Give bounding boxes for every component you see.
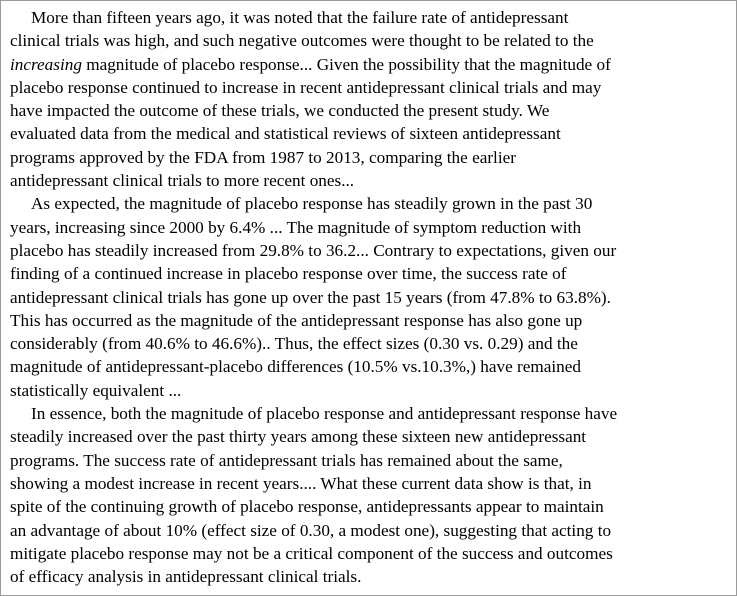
text-line: antidepressant clinical trials to more recent ones... xyxy=(10,171,355,191)
text-line: placebo has steadily increased from 29.8% to 36.2... Contrary to expectations, given our xyxy=(10,240,617,260)
text-line: considerably (from 40.6% to 46.6%).. Thus, the effect sizes (0.30 vs. 0.29) and the xyxy=(10,334,578,354)
text-line: increasing magnitude of placebo response... Given the possibility that the magnitude of xyxy=(10,54,611,74)
text-line: showing a modest increase in recent years.... What these current data show is that, in xyxy=(10,473,592,493)
text-line: of efficacy analysis in antidepressant clinical trials. xyxy=(10,567,362,587)
text-line: magnitude of antidepressant-placebo differences (10.5% vs.10.3%,) have remained xyxy=(10,357,581,377)
text-line: In essence, both the magnitude of placebo response and antidepressant response have xyxy=(31,404,618,424)
text-line: finding of a continued increase in placebo response over time, the success rate of xyxy=(10,264,567,284)
text-line: evaluated data from the medical and statistical reviews of sixteen antidepressant xyxy=(10,124,561,144)
text-line: statistically equivalent ... xyxy=(10,380,182,400)
text-line: antidepressant clinical trials has gone up over the past 15 years (from 47.8% to 63.8%). xyxy=(10,287,611,307)
text-line: have impacted the outcome of these trials, we conducted the present study. We xyxy=(10,101,550,121)
text-line: steadily increased over the past thirty years among these sixteen new antidepressant xyxy=(10,427,587,447)
text-line: More than fifteen years ago, it was noted that the failure rate of antidepressant xyxy=(31,8,569,27)
text-line: As expected, the magnitude of placebo response has steadily grown in the past 30 xyxy=(31,194,593,214)
text-line: programs approved by the FDA from 1987 to 2013, comparing the earlier xyxy=(10,147,516,167)
paragraph-1 xyxy=(10,6,732,192)
text-line: placebo response continued to increase in recent antidepressant clinical trials and may xyxy=(10,77,602,97)
text-line: years, increasing since 2000 by 6.4% ... The magnitude of symptom reduction with xyxy=(10,217,582,237)
text-line: spite of the continuing growth of placebo response, antidepressants appear to maintain xyxy=(10,497,604,517)
text-line: clinical trials was high, and such negative outcomes were thought to be related to the xyxy=(10,31,594,51)
text-line: programs. The success rate of antidepressant trials has remained about the same, xyxy=(10,450,563,470)
document-body xyxy=(10,6,732,588)
text-line: an advantage of about 10% (effect size of 0.30, a modest one), suggesting that acting to xyxy=(10,520,612,540)
paragraph-3 xyxy=(10,402,732,588)
paragraph-2 xyxy=(10,192,732,402)
text-line: mitigate placebo response may not be a critical component of the success and outcomes xyxy=(10,543,613,563)
emphasis-increasing: increasing xyxy=(10,54,82,74)
text-line: This has occurred as the magnitude of the antidepressant response has also gone up xyxy=(10,310,583,330)
